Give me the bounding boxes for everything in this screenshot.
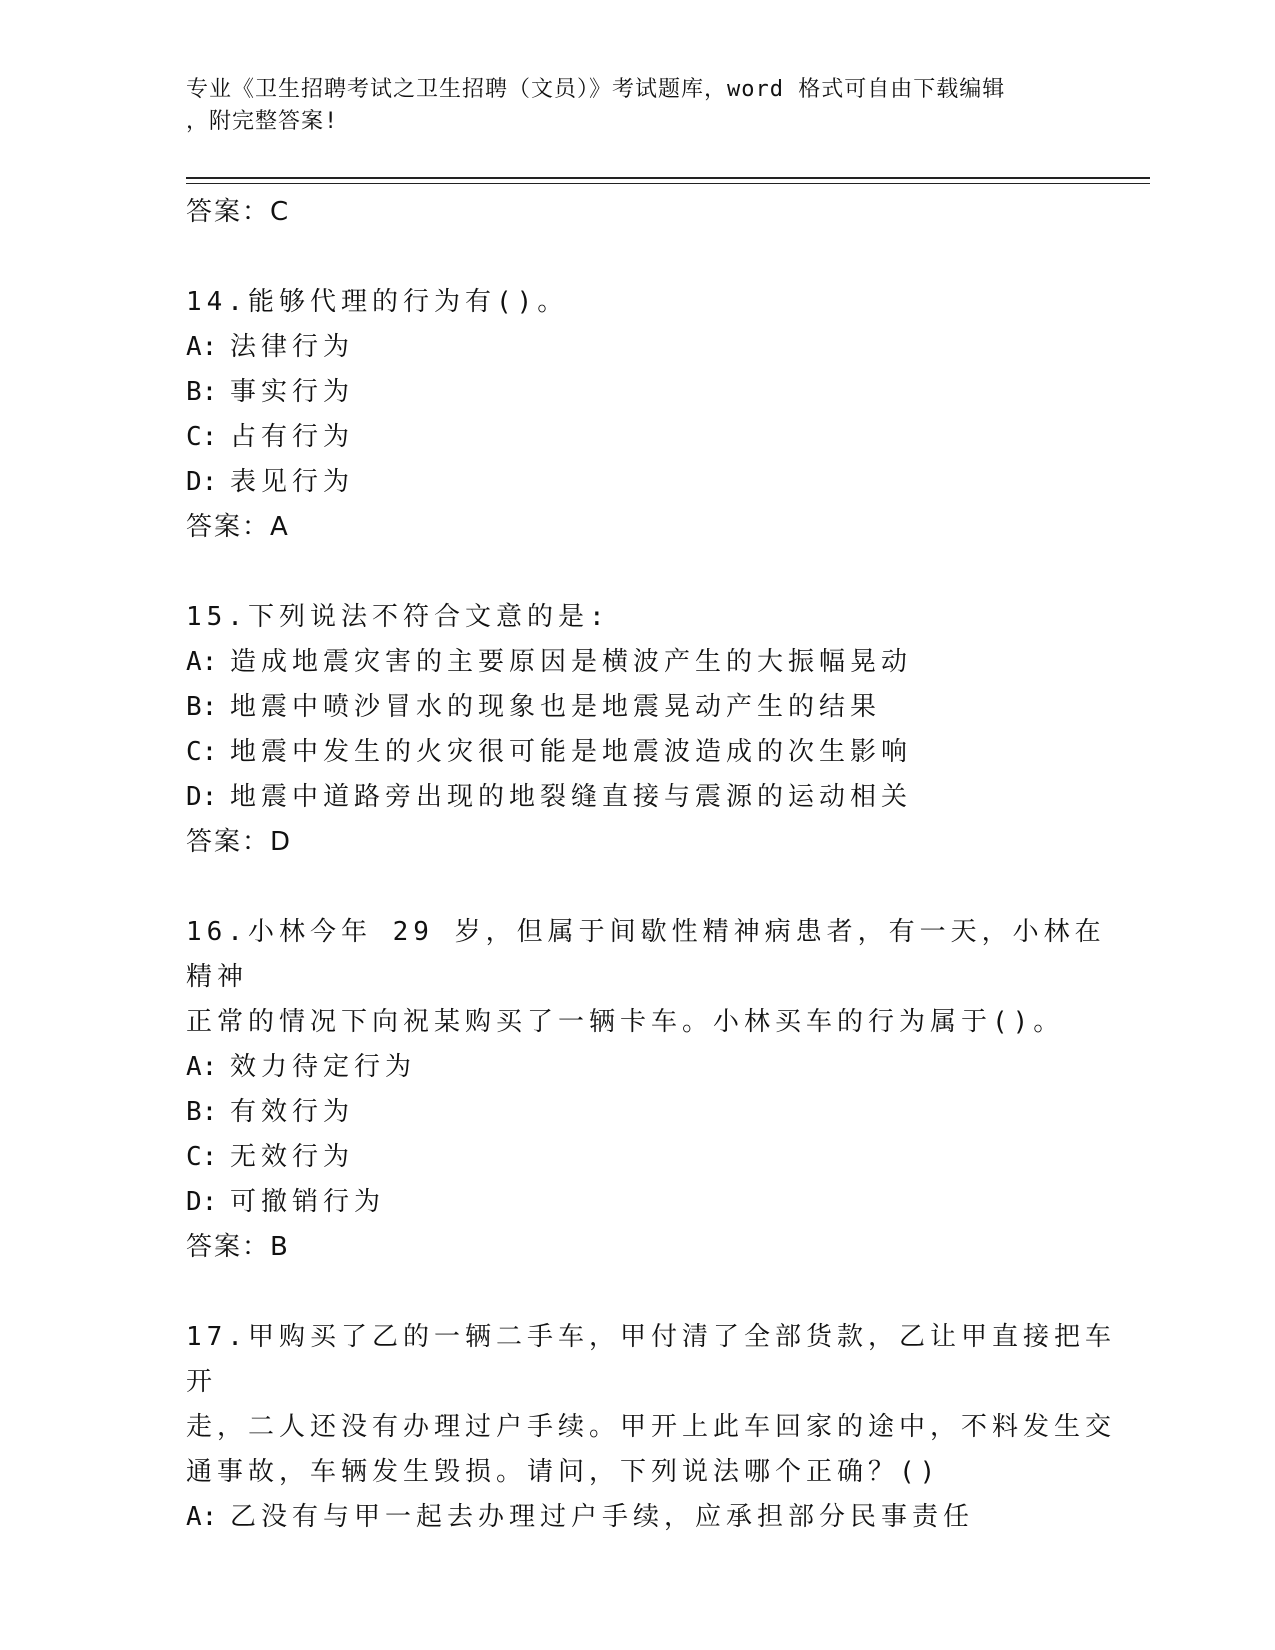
option-a bbox=[186, 325, 1116, 370]
option-key: C: bbox=[186, 422, 218, 452]
option-a bbox=[186, 1045, 1116, 1090]
option-key: C: bbox=[186, 737, 218, 767]
option-key: D: bbox=[186, 1187, 218, 1217]
option-text: 占有行为 bbox=[230, 422, 355, 452]
option-c bbox=[186, 730, 1116, 775]
option-text: 表见行为 bbox=[230, 467, 355, 497]
option-key: B: bbox=[186, 1097, 218, 1127]
question-stem-line-1: 17.甲购买了乙的一辆二手车，甲付清了全部货款，乙让甲直接把车开 bbox=[186, 1322, 1116, 1397]
header-line-1: 专业《卫生招聘考试之卫生招聘（文员）》考试题库，word 格式可自由下载编辑 bbox=[186, 77, 1006, 102]
option-text: 效力待定行为 bbox=[230, 1052, 417, 1082]
previous-answer: 答案：C bbox=[186, 197, 291, 227]
option-text: 地震中发生的火灾很可能是地震波造成的次生影响 bbox=[230, 737, 913, 767]
option-b bbox=[186, 685, 1116, 730]
option-key: B: bbox=[186, 377, 218, 407]
option-key: A: bbox=[186, 1502, 218, 1532]
option-c bbox=[186, 415, 1116, 460]
option-key: D: bbox=[186, 467, 218, 497]
option-text: 法律行为 bbox=[230, 332, 355, 362]
answer: 答案：B bbox=[186, 1232, 290, 1262]
option-text: 地震中道路旁出现的地裂缝直接与震源的运动相关 bbox=[230, 782, 913, 812]
header-rule-thick bbox=[186, 177, 1150, 179]
question-14 bbox=[186, 280, 1116, 549]
answer: 答案：D bbox=[186, 827, 293, 857]
option-key: C: bbox=[186, 1142, 218, 1172]
option-text: 有效行为 bbox=[230, 1097, 355, 1127]
option-key: A: bbox=[186, 332, 218, 362]
option-key: D: bbox=[186, 782, 218, 812]
question-list bbox=[186, 190, 1116, 1540]
question-17 bbox=[186, 1315, 1116, 1540]
question-stem-line-3: 通事故，车辆发生毁损。请问，下列说法哪个正确？() bbox=[186, 1457, 941, 1487]
option-d bbox=[186, 460, 1116, 505]
answer: 答案：A bbox=[186, 512, 290, 542]
option-key: B: bbox=[186, 692, 218, 722]
option-text: 无效行为 bbox=[230, 1142, 355, 1172]
header-line-2: ，附完整答案! bbox=[186, 109, 339, 134]
option-d bbox=[186, 775, 1116, 820]
question-stem: 14.能够代理的行为有()。 bbox=[186, 287, 569, 317]
option-text: 乙没有与甲一起去办理过户手续，应承担部分民事责任 bbox=[230, 1502, 975, 1532]
question-stem-line-1: 16.小林今年 29 岁，但属于间歇性精神病患者，有一天，小林在精神 bbox=[186, 917, 1106, 992]
option-text: 可撤销行为 bbox=[230, 1187, 386, 1217]
option-a bbox=[186, 640, 1116, 685]
question-15 bbox=[186, 595, 1116, 864]
question-stem: 15.下列说法不符合文意的是: bbox=[186, 602, 610, 632]
question-16 bbox=[186, 910, 1116, 1269]
question-stem-line-2: 正常的情况下向祝某购买了一辆卡车。小林买车的行为属于()。 bbox=[186, 1007, 1065, 1037]
option-b bbox=[186, 370, 1116, 415]
option-key: A: bbox=[186, 1052, 218, 1082]
option-a bbox=[186, 1495, 1116, 1540]
option-key: A: bbox=[186, 647, 218, 677]
option-text: 事实行为 bbox=[230, 377, 355, 407]
option-c bbox=[186, 1135, 1116, 1180]
document-header bbox=[186, 74, 1076, 138]
header-rule-thin bbox=[186, 183, 1150, 184]
option-text: 造成地震灾害的主要原因是横波产生的大振幅晃动 bbox=[230, 647, 913, 677]
question-stem-line-2: 走，二人还没有办理过户手续。甲开上此车回家的途中，不料发生交 bbox=[186, 1412, 1117, 1442]
option-b bbox=[186, 1090, 1116, 1135]
option-text: 地震中喷沙冒水的现象也是地震晃动产生的结果 bbox=[230, 692, 882, 722]
option-d bbox=[186, 1180, 1116, 1225]
